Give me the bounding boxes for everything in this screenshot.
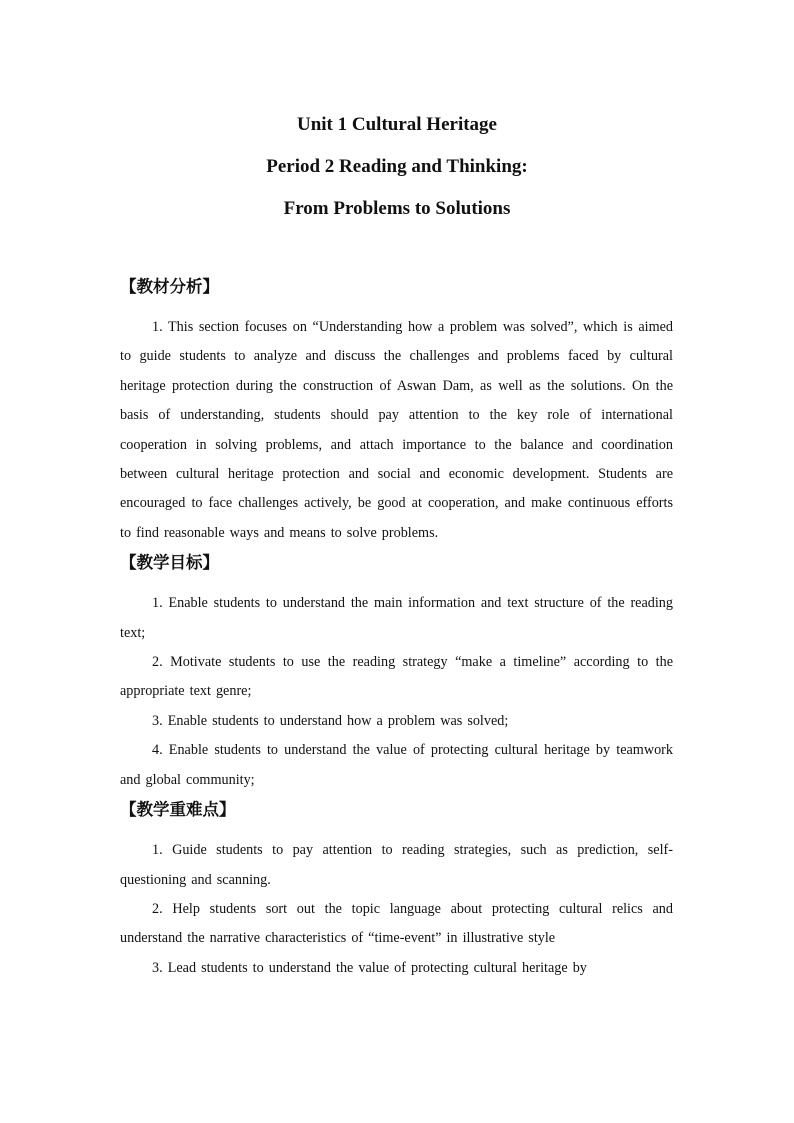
section-heading-key-difficult-points: 【教学重难点】 [120,800,236,820]
key-point-item: 3. Lead students to understand the value of protecting cultural heritage by [152,959,587,976]
title-line-subtitle: From Problems to Solutions [283,198,511,219]
objective-item: 4. Enable students to understand the value of protecting cultural heritage by teamwork and global community; [120,742,673,788]
section-key-difficult-points [120,795,673,983]
key-point-item: 1. Guide students to pay attention to reading strategies, such as prediction, self-questioning and scanning. [120,842,673,888]
objective-item: 1. Enable students to understand the main information and text structure of the reading text; [120,595,673,641]
title-line-period: Period 2 Reading and Thinking: [266,156,528,177]
document-title [0,104,794,230]
objective-item: 2. Motivate students to use the reading strategy “make a timeline” according to the appropriate text genre; [120,654,673,700]
title-line-unit: Unit 1 Cultural Heritage [296,114,497,135]
section-teaching-objectives [120,548,673,795]
objective-item: 3. Enable students to understand how a problem was solved; [152,712,509,729]
section-heading-textbook-analysis: 【教材分析】 [120,277,219,296]
document-body [120,272,673,983]
paragraph: 1. This section focuses on “Understanding how a problem was solved”, which is aimed to guide students to analyze and discuss the challenges and problems faced by cultural heritage protection during the construction of Aswan Dam, as well as the solutions. On the basis of understanding, students should pay attention to the key role of international cooperation in solving problems, and attach importance to the balance and coordination between cultural heritage protection and social and economic development. Students are encouraged to face challenges actively, be good at cooperation, and make continuous efforts to find reasonable ways and means to solve problems. [120,319,673,541]
section-heading-teaching-objectives: 【教学目标】 [120,553,219,573]
key-point-item: 2. Help students sort out the topic language about protecting cultural relics and understand the narrative characteristics of “time-event” in illustrative style [120,900,673,947]
section-textbook-analysis [120,272,673,548]
